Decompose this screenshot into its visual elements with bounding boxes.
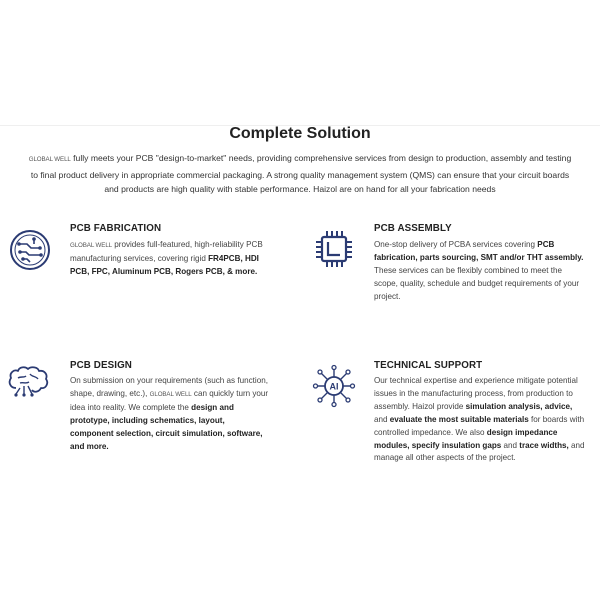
intro-paragraph xyxy=(28,151,572,197)
feature-description: One-stop delivery of PCBA services covering PCB fabrication, parts sourcing, SMT and/or THT assembly. These services can be flexibly combined to meet the scope, quality, schedule and budget requirements of your project. xyxy=(374,240,584,301)
feature-description: On submission on your requirements (such as function, shape, drawing, etc.), GLOBAL WELL can quickly turn your idea into reality. We complete the design and prototype, including schematics, layout, component selection, circuit simulation, software, and more. xyxy=(70,376,269,451)
ai-label: AI xyxy=(329,381,339,392)
intro-text: fully meets your PCB "design-to-market" needs, providing comprehensive services from design to production, assembly and testing to final product delivery in appropriate commercial packaging. A strong quality management system (QMS) can ensure that your circuit boards and products are high quality with stable performance. Haizol are on hand for all your fabrication needs xyxy=(30,153,572,194)
circuit-globe-icon xyxy=(8,228,52,272)
ai-network-icon xyxy=(312,364,356,408)
feature-title: PCB FABRICATION xyxy=(70,223,162,234)
brand-name: GLOBAL WELL xyxy=(28,156,71,163)
chip-icon xyxy=(314,229,354,269)
feature-title: TECHNICAL SUPPORT xyxy=(374,360,483,371)
brain-circuit-icon xyxy=(6,364,52,398)
feature-title: PCB DESIGN xyxy=(70,360,132,371)
brand-name: GLOBAL WELL xyxy=(149,390,192,398)
section-title: Complete Solution xyxy=(229,125,371,142)
brand-name: GLOBAL WELL xyxy=(70,242,113,249)
feature-title: PCB ASSEMBLY xyxy=(374,223,452,234)
feature-description: Our technical expertise and experience mitigate potential issues in the manufacturing process, from production to assembly. Haizol provide simulation analysis, advice, and evaluate the most suitable materials for boards with controlled impedance. We also design impedance modules, specify insulation gaps and trace widths, and manage all other aspects of the project. xyxy=(374,376,585,463)
feature-description: GLOBAL WELL provides full-featured, high-reliability PCB manufacturing services, covering rigid FR4PCB, HDI PCB, FPC, Aluminum PCB, Rogers PCB, & more. xyxy=(70,240,263,276)
